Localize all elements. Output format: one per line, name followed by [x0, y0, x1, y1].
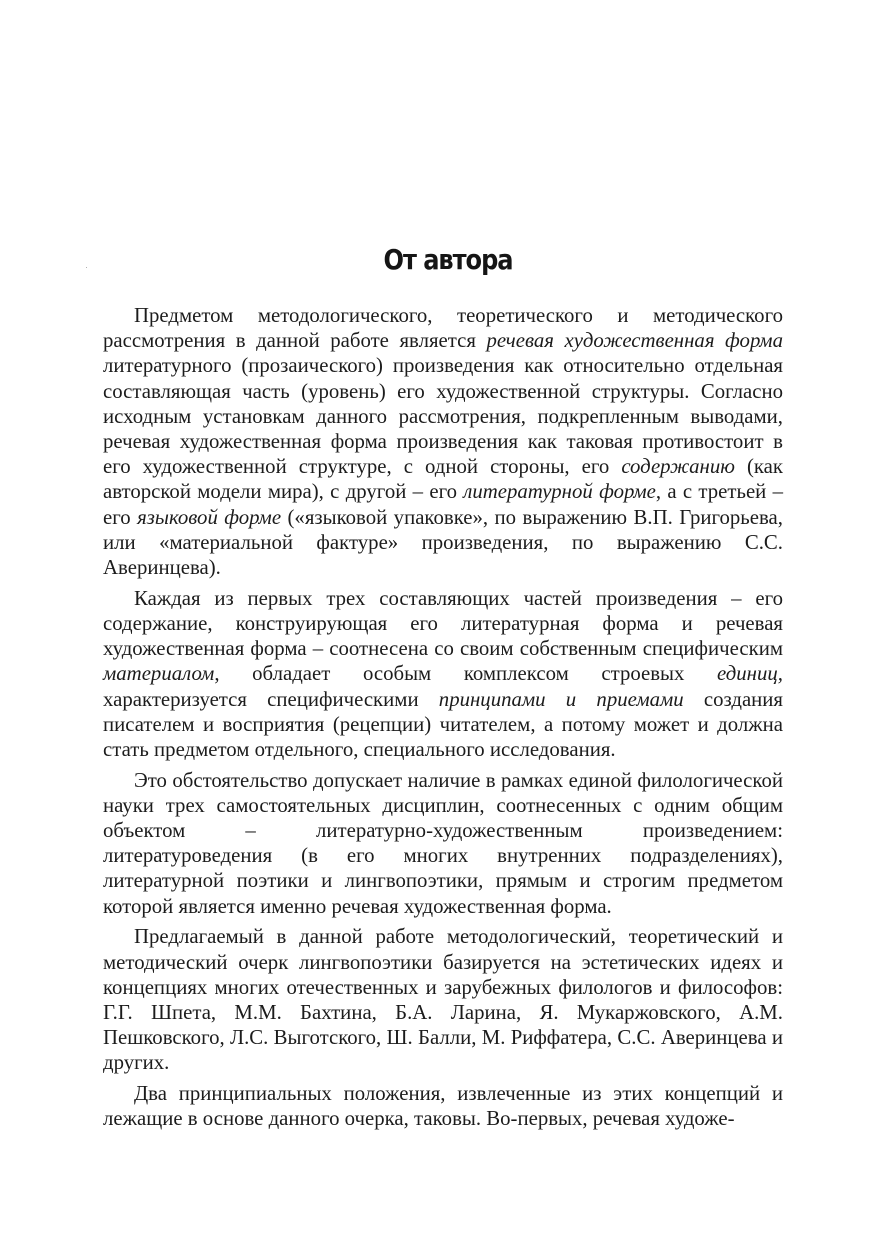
italic-term: содержанию: [621, 455, 735, 479]
italic-term: языковой форме: [137, 505, 282, 529]
paragraph-5: [103, 1081, 783, 1131]
paragraph-3: [103, 768, 783, 919]
italic-term: литературной форме: [463, 480, 656, 504]
text-run: Предлагаемый в данной работе методологический, теоретический и методический очерк лингвопоэтики базируется на эстетических идеях и концепциях многих отечественных и зарубежных филологов и философов: Г.Г. Шпета, М.М. Бахтина, Б.А. Ларина, Я. Мукаржовского, А.М. Пешковского, Л.С. Выготского, Ш. Балли, М. Риффатера, С.С. Аверинцева и других.: [103, 925, 783, 1075]
text-run: Предметом методологического, теоретического и методического рассмотрения в данной работе является: [103, 304, 783, 353]
text-run: , обладает особым комплексом строевых: [214, 662, 718, 686]
paragraph-2: [103, 586, 783, 762]
text-run: Это обстоятельство допускает наличие в рамках единой филологической науки трех самостоятельных дисциплин, соотнесенных с одним общим объектом – литературно-художественным произведением: литературоведения (в его многих внутренних подразделениях), литературной поэтики и лингвопоэтики, прямым и строгим предметом которой является именно речевая художественная форма.: [103, 768, 783, 918]
text-run: («языковой упаковке», по выражению В.П. Григорьева, или «материальной фактуре» произведения, по выражению С.С. Аверинцева).: [103, 505, 783, 580]
text-run: , а с третьей – его: [103, 480, 784, 529]
text-run: Каждая из первых трех составляющих частей произведения – его содержание, конструирующая его литературная форма и речевая художественная форма – соотнесена со своим собственным специфическим: [103, 586, 783, 661]
paragraph-4: [103, 924, 783, 1075]
text-run: (как авторской модели мира), с другой – его: [103, 455, 783, 504]
text-run: характеризуется специфическими: [103, 687, 439, 711]
italic-term: принципами и приемами: [438, 687, 684, 711]
paragraph-1: [103, 303, 783, 580]
text-run: Два принципиальных положения, извлеченные из этих концепций и лежащие в основе данного очерка, таковы. Во-первых, речевая художе-: [103, 1082, 783, 1131]
italic-term: единиц,: [717, 662, 783, 686]
body-text: [103, 303, 783, 1137]
chapter-title: От автора: [383, 242, 513, 276]
italic-term: речевая художественная форма: [486, 329, 783, 353]
text-run: создания писателем и восприятия (рецепции) читателем, а потому может и должна стать предметом отдельного, специального исследования.: [103, 687, 783, 761]
text-run: литературного (прозаического) произведения как относительно отдельная составляющая часть (уровень) его художественной структуры. Согласно исходным установкам данного рассмотрения, подкрепленным выводами, речевая художественная форма произведения как таковая противостоит в его художественной структуре, с одной стороны, его: [103, 354, 783, 479]
italic-term: материалом: [103, 662, 215, 686]
